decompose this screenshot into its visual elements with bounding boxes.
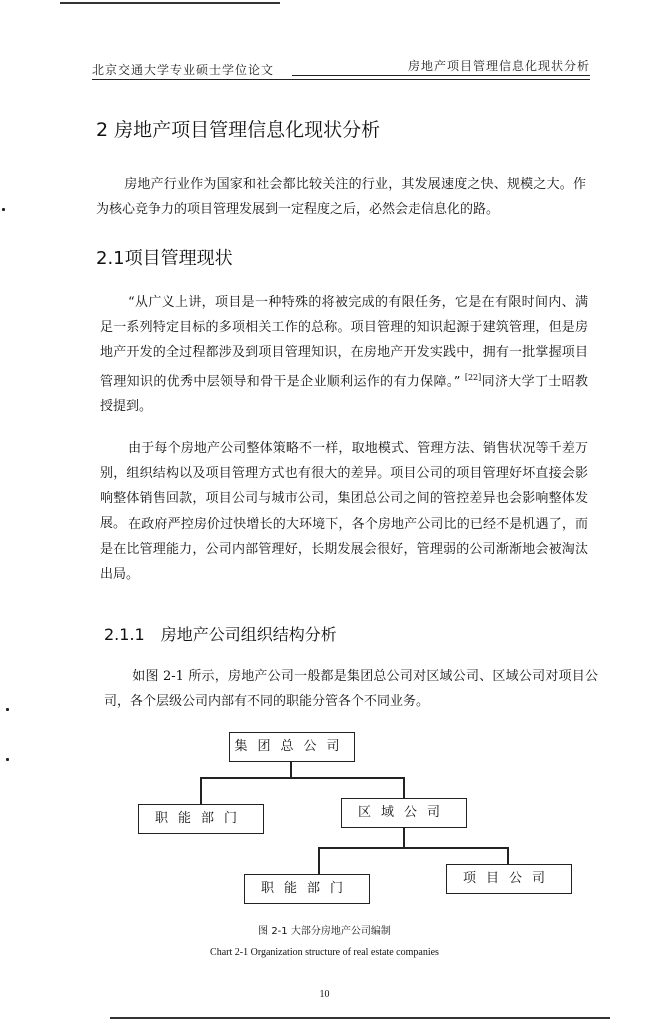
header-upper-rule bbox=[292, 75, 590, 76]
running-header bbox=[92, 56, 590, 80]
subsection-paragraph-text: 如图 2-1 所示，房地产公司一般都是集团总公司对区域公司、区域公司对项目公司，各个层级公司内部有不同的职能分管各个不同业务。 bbox=[104, 669, 598, 709]
connector-func1-up bbox=[200, 777, 202, 804]
org-node-project-company: 项目公司 bbox=[446, 864, 572, 894]
connector-level1-bar bbox=[200, 777, 404, 779]
scan-speck bbox=[6, 708, 9, 711]
section-paragraph-3-text: 在政府严控房价过快增长的大环境下，各个房地产公司比的已经不是机遇了，而是在比管理能力，公司内部管理好，长期发展会很好，管理弱的公司渐渐地会被淘汰出局。 bbox=[100, 517, 588, 582]
section-paragraph-2-text: 由于每个房地产公司整体策略不一样，取地模式、管理方法、销售状况等千差万别，组织结构以及项目管理方式也有很大的差异。项目公司的项目管理好坏直接会影响整体销售回款，项目公司与城市公司，集团总公司之间的管控差异也会影响整体发展。 bbox=[100, 441, 588, 531]
section-paragraph-3 bbox=[100, 512, 588, 587]
connector-region-up bbox=[403, 777, 405, 798]
page-number: 10 bbox=[319, 989, 330, 1000]
quote-text: “从广义上讲，项目是一种特殊的将被完成的有限任务，它是在有限时间内、满足一系列特定目标的多项相关工作的总称。项目管理的知识起源于建筑管理，但是房地产开发的全过程都涉及到项目管理知识，在房地产开发实践中，拥有一批掌握项目管理知识的优秀中层领导和骨干是企业顺利运作的有力保障。” bbox=[100, 295, 588, 390]
org-node-functional-dept-1: 职能部门 bbox=[138, 804, 264, 834]
org-node-group-hq: 集团总公司 bbox=[229, 732, 355, 762]
section-title: 2.1项目管理现状 bbox=[96, 248, 233, 269]
org-node-regional-company: 区域公司 bbox=[341, 798, 467, 828]
chapter-intro bbox=[96, 172, 586, 222]
chapter-intro-text: 房地产行业作为国家和社会都比较关注的行业，其发展速度之快、规模之大。作为核心竞争力的项目管理发展到一定程度之后，必然会走信息化的路。 bbox=[96, 177, 586, 217]
top-edge-rule bbox=[60, 2, 280, 4]
connector-project-up bbox=[507, 847, 509, 864]
subsection-paragraph bbox=[104, 664, 598, 714]
header-rule bbox=[92, 79, 590, 80]
citation-ref[interactable]: [22] bbox=[464, 373, 482, 382]
quote-attribution: 同济大学丁士昭教授提到。 bbox=[100, 374, 588, 415]
header-chapter: 房地产项目管理信息化现状分析 bbox=[407, 59, 590, 73]
figure-caption-en: Chart 2-1 Organization structure of real estate companies bbox=[210, 947, 439, 958]
header-university: 北京交通大学专业硕士学位论文 bbox=[92, 63, 275, 77]
connector-group-down bbox=[290, 761, 292, 778]
bottom-edge-rule bbox=[110, 1017, 610, 1019]
section-paragraph-1 bbox=[100, 290, 588, 419]
connector-level2-bar bbox=[318, 847, 508, 849]
connector-region-down bbox=[403, 827, 405, 848]
chapter-title: 2 房地产项目管理信息化现状分析 bbox=[96, 119, 381, 141]
scan-speck bbox=[6, 758, 9, 761]
subsection-title: 2.1.1 房地产公司组织结构分析 bbox=[104, 625, 337, 644]
org-node-functional-dept-2: 职能部门 bbox=[244, 874, 370, 904]
figure-caption-cn: 图 2-1 大部分房地产公司编制 bbox=[258, 926, 391, 937]
connector-func2-up bbox=[318, 847, 320, 874]
scan-speck bbox=[2, 208, 5, 211]
